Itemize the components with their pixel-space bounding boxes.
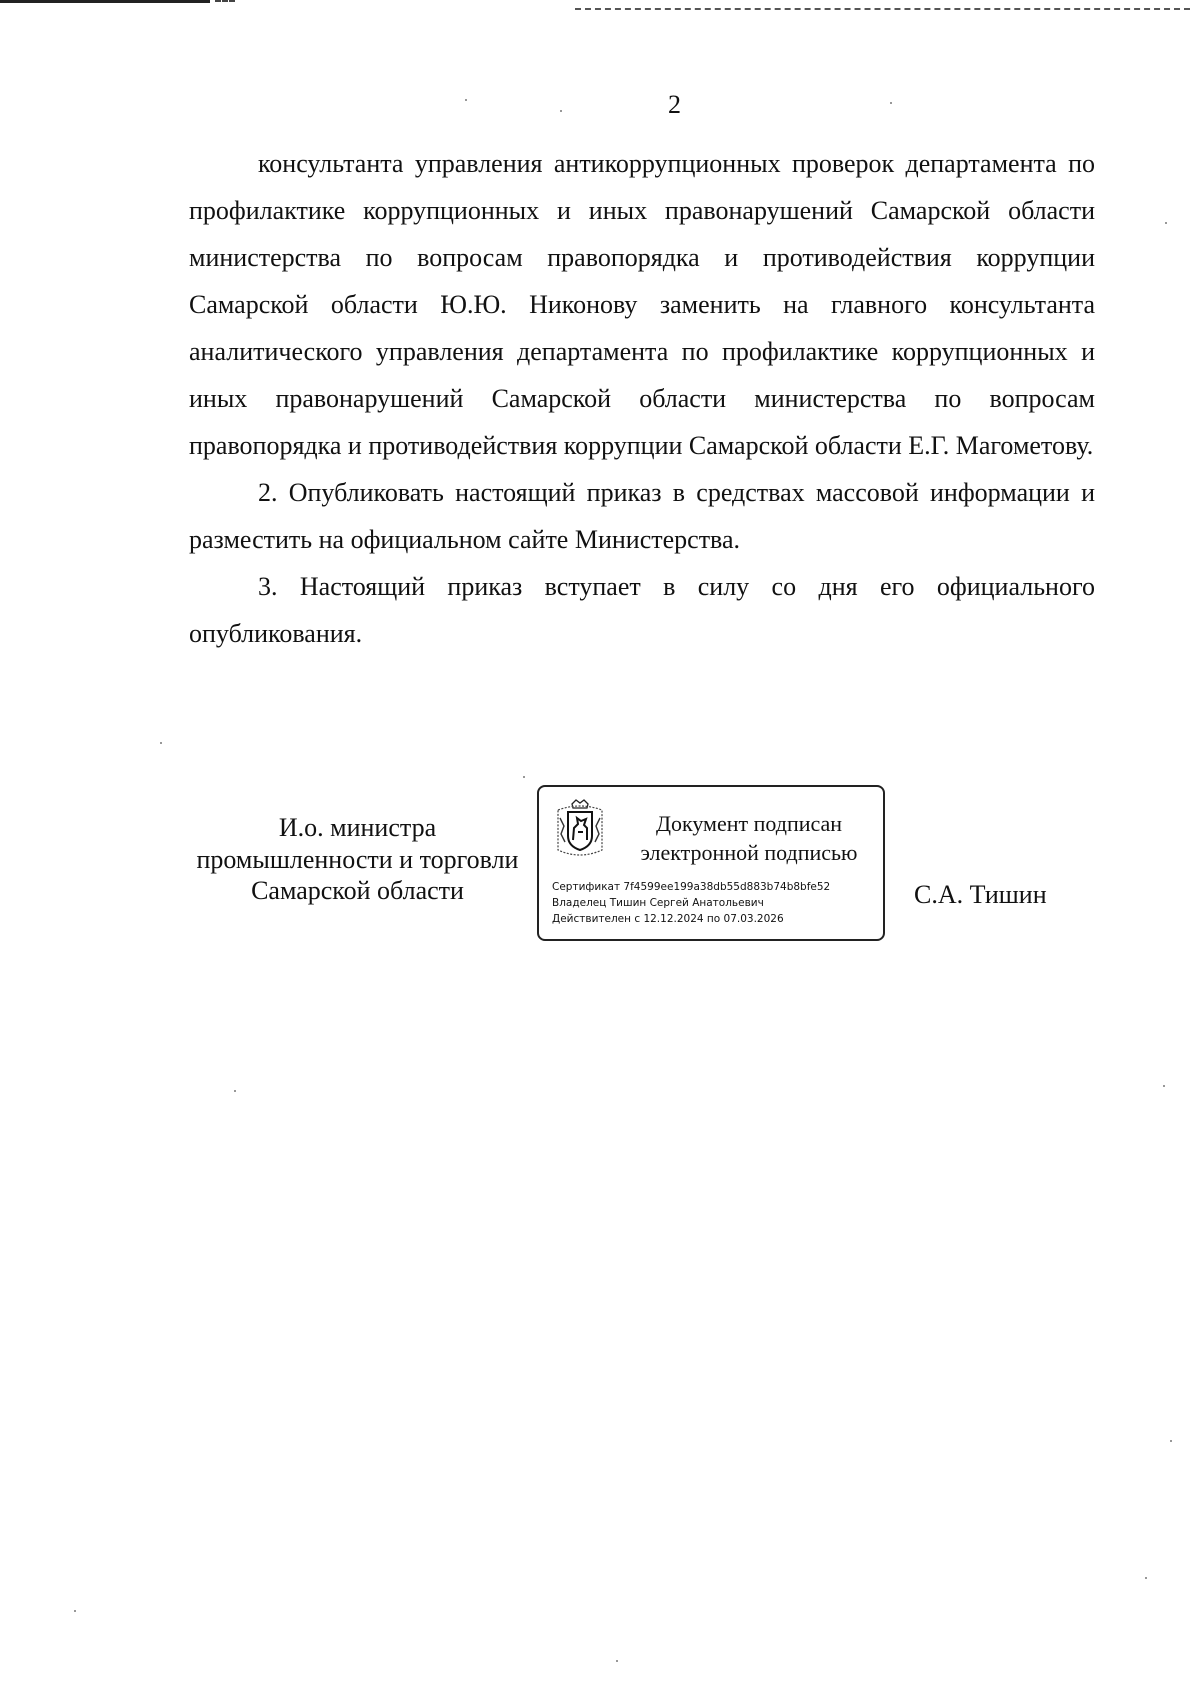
scan-speck [1170,1440,1172,1442]
scan-speck [1165,222,1167,224]
scan-speck [234,1090,236,1092]
scan-speck [1163,1085,1165,1087]
scan-edge-line [0,0,210,3]
stamp-heading-line: электронной подписью [640,840,858,865]
document-body [189,140,1095,657]
scan-speck [523,776,525,778]
scan-speck [616,1660,618,1662]
scan-speck [560,110,562,112]
stamp-details [552,879,877,927]
scan-speck [890,102,892,104]
position-line: промышленности и торговли [196,844,519,874]
stamp-heading [614,809,884,867]
certificate-owner: Владелец Тишин Сергей Анатольевич [552,897,764,909]
position-line: И.о. министра [278,813,437,842]
scan-speck [465,99,467,101]
scan-edge-dashes [575,8,1190,10]
paragraph-effective-date: 3. Настоящий приказ вступает в силу со дня его официального опубликования. [189,572,1095,648]
paragraph-publish: 2. Опубликовать настоящий приказ в средствах массовой информации и разместить на официальном сайте Министерства. [189,478,1095,554]
scan-speck [1145,1577,1147,1579]
scan-speck [74,1610,76,1612]
paragraph-continuation: консультанта управления антикоррупционных проверок департамента по профилактике коррупционных и иных правонарушений Самарской области министерства по вопросам правопорядка и противодействия коррупции Самарской области Ю.Ю. Никонову заменить на главного консультанта аналитического управления департамента по профилактике коррупционных и иных правонарушений Самарской области министерства по вопросам правопорядка и противодействия коррупции Самарской области Е.Г. Магометову. [189,149,1095,460]
electronic-signature-stamp [537,785,885,941]
certificate-number: Сертификат 7f4599ee199a38db55d883b74b8bfe52 [552,881,831,893]
stamp-heading-line: Документ подписан [655,811,843,836]
scan-speck [160,742,162,744]
certificate-validity: Действителен с 12.12.2024 по 07.03.2026 [552,913,784,925]
position-line: Самарской области [251,876,464,905]
samara-coat-of-arms-icon [552,798,608,860]
page-number: 2 [668,90,681,119]
signatory-position [185,812,530,907]
signer-name: С.А. Тишин [914,880,1047,909]
